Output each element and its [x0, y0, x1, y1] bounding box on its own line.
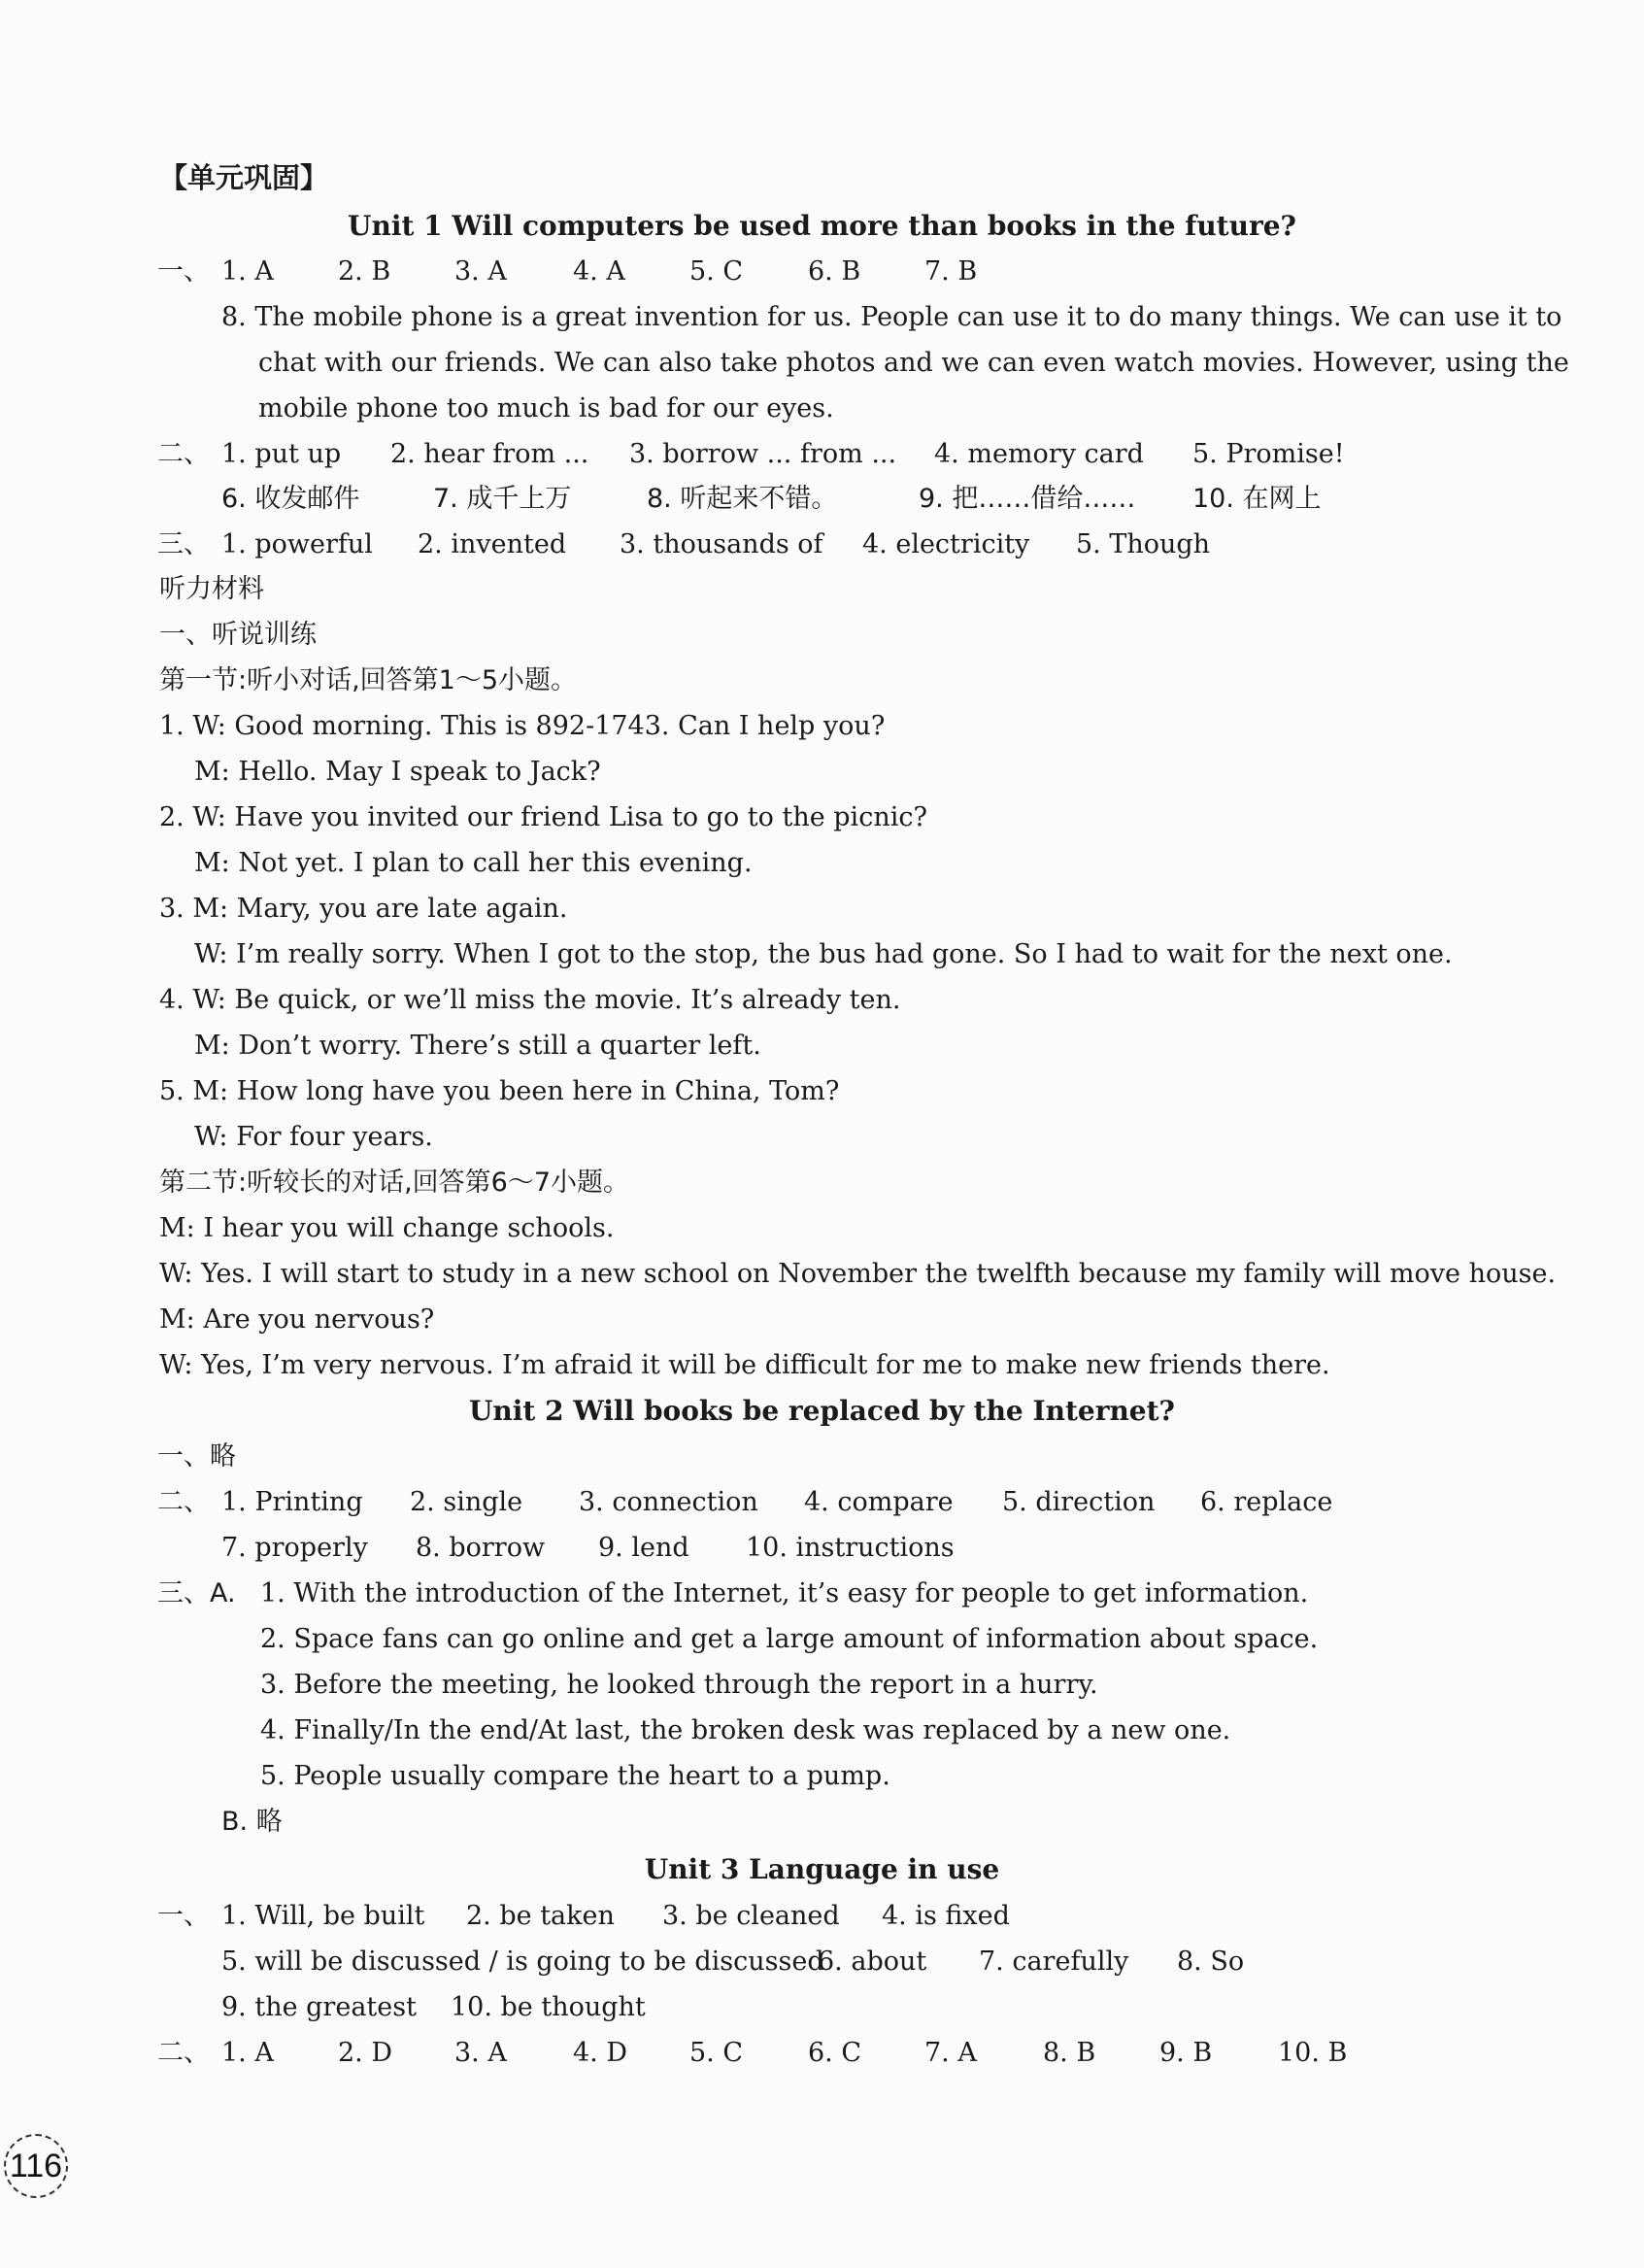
answer-item: 7. 成千上万	[433, 484, 572, 514]
answer-item: 5. C	[689, 2038, 744, 2068]
long-dialog-line: M: Are you nervous?	[159, 1304, 435, 1335]
part-label: 三、	[157, 529, 210, 559]
answer-item: 3. be cleaned	[662, 1901, 840, 1931]
answer-item: 2. invented	[418, 529, 567, 559]
answer-item: 2. be taken	[466, 1901, 615, 1931]
answer-item: 7. A	[924, 2038, 977, 2068]
answer-item: 3. connection	[579, 1487, 758, 1517]
dialog-line: M: Not yet. I plan to call her this evening.	[194, 848, 753, 878]
answer-item: 6. C	[808, 2038, 862, 2068]
part-label: 二、	[157, 2038, 210, 2068]
listening-section2: 第二节:听较长的对话,回答第6～7小题。	[159, 1168, 630, 1198]
listening-subtitle: 一、听说训练	[159, 620, 317, 650]
answer-item: 1. A	[221, 256, 274, 287]
answer-item: 3. A	[454, 2038, 507, 2068]
answer-item: 10. instructions	[746, 1533, 955, 1563]
answer-item: 4. is fixed	[882, 1901, 1010, 1931]
answer-item: 9. the greatest	[221, 1992, 417, 2022]
answer-item: 10. 在网上	[1192, 484, 1322, 514]
answer-item: 4. memory card	[934, 439, 1144, 469]
answer-item: 5. C	[689, 256, 744, 287]
unit2-title: Unit 2 Will books be replaced by the Internet?	[469, 1395, 1175, 1427]
answer-item: 9. lend	[598, 1533, 689, 1563]
answer-item: 5. will be discussed / is going to be discussed	[221, 1946, 824, 1977]
dialog-line: 1. W: Good morning. This is 892-1743. Can I help you?	[159, 711, 886, 741]
listening-title: 听力材料	[159, 574, 264, 604]
answer-item: 4. A	[573, 256, 625, 287]
unit2-part3-item: 2. Space fans can go online and get a large amount of information about space.	[260, 1624, 1319, 1654]
answer-item: 4. D	[573, 2038, 627, 2068]
long-dialog-line: W: Yes. I will start to study in a new school on November the twelfth because my family will move house.	[159, 1259, 1557, 1289]
unit2-part3-item: 5. People usually compare the heart to a pump.	[260, 1761, 890, 1791]
answer-item: 5. Promise!	[1192, 439, 1345, 469]
answer-item: 10. B	[1278, 2038, 1348, 2068]
answer-item: 1. Will, be built	[221, 1901, 425, 1931]
dialog-line: M: Hello. May I speak to Jack?	[194, 757, 601, 787]
unit2-part3-label: 三、A.	[157, 1578, 236, 1608]
answer-item: 4. electricity	[862, 529, 1030, 559]
long-dialog-line: M: I hear you will change schools.	[159, 1213, 615, 1243]
page-number: 116	[4, 2134, 68, 2198]
answer-item: 8. borrow	[416, 1533, 546, 1563]
answer-item: 6. B	[808, 256, 861, 287]
dialog-line: M: Don’t worry. There’s still a quarter left.	[194, 1031, 761, 1061]
answer-item: 6. 收发邮件	[221, 484, 360, 514]
answer-item: 4. compare	[804, 1487, 954, 1517]
answer-item: 2. single	[410, 1487, 523, 1517]
listening-section1: 第一节:听小对话,回答第1～5小题。	[159, 665, 578, 695]
unit1-title: Unit 1 Will computers be used more than books in the future?	[348, 210, 1296, 242]
answer-item: 1. powerful	[221, 529, 373, 559]
long-dialog-line: W: Yes, I’m very nervous. I’m afraid it will be difficult for me to make new friends there.	[159, 1350, 1330, 1380]
answer-item: 6. replace	[1200, 1487, 1333, 1517]
unit2-part1: 一、略	[157, 1441, 236, 1472]
answer-item: 2. hear from ...	[390, 439, 589, 469]
unit2-part3-item: 4. Finally/In the end/At last, the broken desk was replaced by a new one.	[260, 1715, 1231, 1745]
answer-item: 8. So	[1177, 1946, 1245, 1977]
answer-item: 10. be thought	[451, 1992, 646, 2022]
answer-item: 1. put up	[221, 439, 342, 469]
answer-item: 7. B	[924, 256, 978, 287]
answer-item: 8. 听起来不错。	[647, 484, 838, 514]
part-label: 二、	[157, 1487, 210, 1517]
answer-item: 5. direction	[1002, 1487, 1156, 1517]
answer-item: 3. A	[454, 256, 507, 287]
unit2-part3-item: 3. Before the meeting, he looked through the report in a hurry.	[260, 1670, 1098, 1700]
answer-item: 1. A	[221, 2038, 274, 2068]
unit1-item8-line2: chat with our friends. We can also take photos and we can even watch movies. However, using the	[258, 348, 1569, 378]
answer-item: 1. Printing	[221, 1487, 363, 1517]
answer-item: 7. carefully	[979, 1946, 1129, 1977]
unit2-part3-b: B. 略	[221, 1807, 283, 1837]
answer-item: 6. about	[818, 1946, 927, 1977]
answer-item: 2. D	[338, 2038, 392, 2068]
unit1-item8-line1: 8. The mobile phone is a great invention for us. People can use it to do many things. We can use it to	[221, 302, 1562, 332]
dialog-line: 2. W: Have you invited our friend Lisa to go to the picnic?	[159, 802, 927, 832]
part-label: 一、	[157, 1901, 210, 1931]
answer-item: 2. B	[338, 256, 391, 287]
answer-item: 9. 把……借给……	[919, 484, 1136, 514]
answer-item: 8. B	[1043, 2038, 1096, 2068]
answer-item: 9. B	[1159, 2038, 1213, 2068]
dialog-line: W: For four years.	[194, 1122, 433, 1152]
answer-item: 3. borrow ... from ...	[629, 439, 897, 469]
dialog-line: W: I’m really sorry. When I got to the stop, the bus had gone. So I had to wait for the next one.	[194, 939, 1453, 969]
part-label: 二、	[157, 439, 210, 469]
answer-item: 7. properly	[221, 1533, 368, 1563]
answer-item: 3. thousands of	[620, 529, 823, 559]
dialog-line: 4. W: Be quick, or we’ll miss the movie. It’s already ten.	[159, 985, 901, 1015]
section-title: 【单元巩固】	[159, 161, 329, 194]
dialog-line: 3. M: Mary, you are late again.	[159, 894, 568, 924]
unit2-part3-item: 1. With the introduction of the Internet, it’s easy for people to get information.	[260, 1578, 1309, 1608]
dialog-line: 5. M: How long have you been here in China, Tom?	[159, 1076, 840, 1106]
answer-item: 5. Though	[1076, 529, 1211, 559]
part-label: 一、	[157, 256, 210, 287]
unit1-item8-line3: mobile phone too much is bad for our eyes.	[258, 393, 834, 423]
unit3-title: Unit 3 Language in use	[644, 1853, 1000, 1885]
